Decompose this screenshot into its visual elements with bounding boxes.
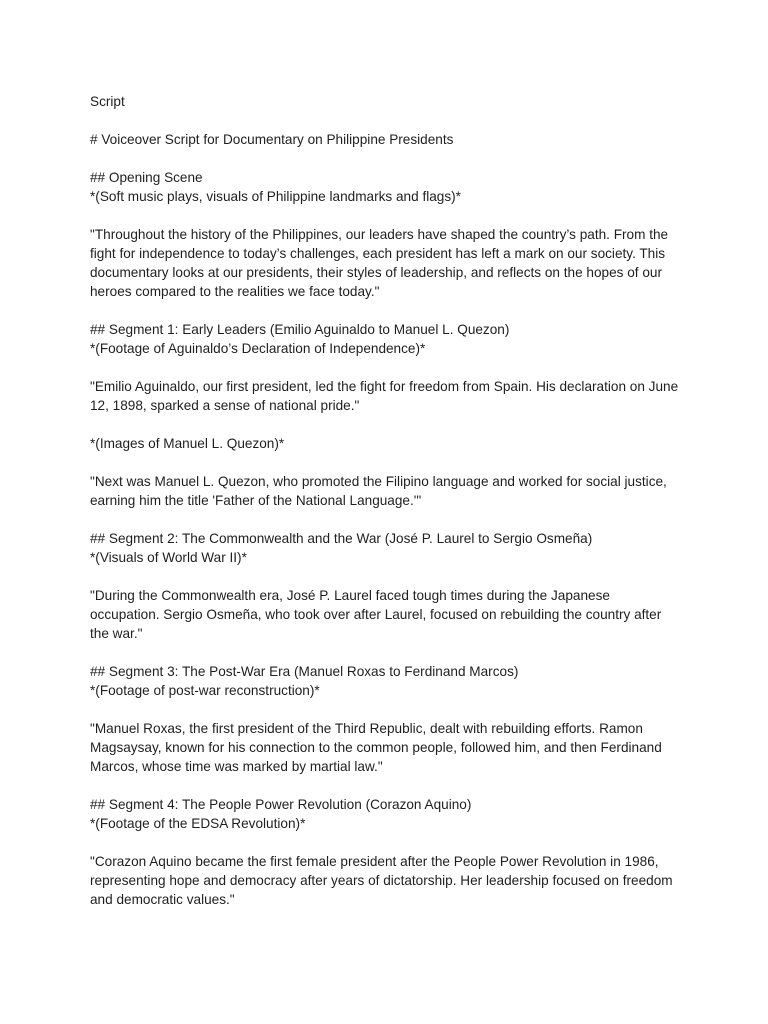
spacer xyxy=(90,111,680,130)
narration-paragraph: "Next was Manuel L. Quezon, who promoted the Filipino language and worked for social justice, earning him the title 'Father of the National Language.'" xyxy=(90,474,667,508)
section-heading-segment-1: ## Segment 1: Early Leaders (Emilio Aguinaldo to Manuel L. Quezon) xyxy=(90,322,510,337)
spacer xyxy=(90,149,680,168)
spacer xyxy=(90,643,680,662)
spacer xyxy=(90,510,680,529)
section-heading-segment-2: ## Segment 2: The Commonwealth and the War (José P. Laurel to Sergio Osmeña) xyxy=(90,531,593,546)
stage-direction: *(Visuals of World War II)* xyxy=(90,550,247,565)
section-heading-segment-4: ## Segment 4: The People Power Revolution (Corazon Aquino) xyxy=(90,797,472,812)
narration-paragraph: "Emilio Aguinaldo, our first president, led the fight for freedom from Spain. His declaration on June 12, 1898, sparked a sense of national pride." xyxy=(90,379,679,413)
section-heading-segment-3: ## Segment 3: The Post-War Era (Manuel Roxas to Ferdinand Marcos) xyxy=(90,664,519,679)
spacer xyxy=(90,358,680,377)
spacer xyxy=(90,453,680,472)
stage-direction: *(Footage of the EDSA Revolution)* xyxy=(90,816,306,831)
spacer xyxy=(90,700,680,719)
stage-direction: *(Footage of post-war reconstruction)* xyxy=(90,683,320,698)
stage-direction: *(Footage of Aguinaldo’s Declaration of Independence)* xyxy=(90,341,426,356)
spacer xyxy=(90,206,680,225)
spacer xyxy=(90,301,680,320)
document-title: # Voiceover Script for Documentary on Philippine Presidents xyxy=(90,132,454,147)
stage-direction: *(Soft music plays, visuals of Philippine landmarks and flags)* xyxy=(90,189,461,204)
document-label: Script xyxy=(90,94,125,109)
narration-paragraph: "Manuel Roxas, the first president of the Third Republic, dealt with rebuilding efforts. Ramon Magsaysay, known for his connection to the common people, followed him, and then Ferdinand Marcos, whose time was marked by martial law." xyxy=(90,721,662,774)
spacer xyxy=(90,567,680,586)
stage-direction: *(Images of Manuel L. Quezon)* xyxy=(90,436,285,451)
narration-paragraph: "Throughout the history of the Philippines, our leaders have shaped the country’s path. From the fight for independence to today’s challenges, each president has left a mark on our society. This documentary looks at our presidents, their styles of leadership, and reflects on the hopes of our heroes compared to the realities we face today." xyxy=(90,227,669,299)
spacer xyxy=(90,776,680,795)
spacer xyxy=(90,833,680,852)
narration-paragraph: "Corazon Aquino became the first female president after the People Power Revolution in 1986, representing hope and democracy after years of dictatorship. Her leadership focused on freedom and democratic values." xyxy=(90,854,673,907)
section-heading-opening: ## Opening Scene xyxy=(90,170,203,185)
spacer xyxy=(90,415,680,434)
narration-paragraph: "During the Commonwealth era, José P. Laurel faced tough times during the Japanese occupation. Sergio Osmeña, who took over after Laurel, focused on rebuilding the country after the war." xyxy=(90,588,662,641)
